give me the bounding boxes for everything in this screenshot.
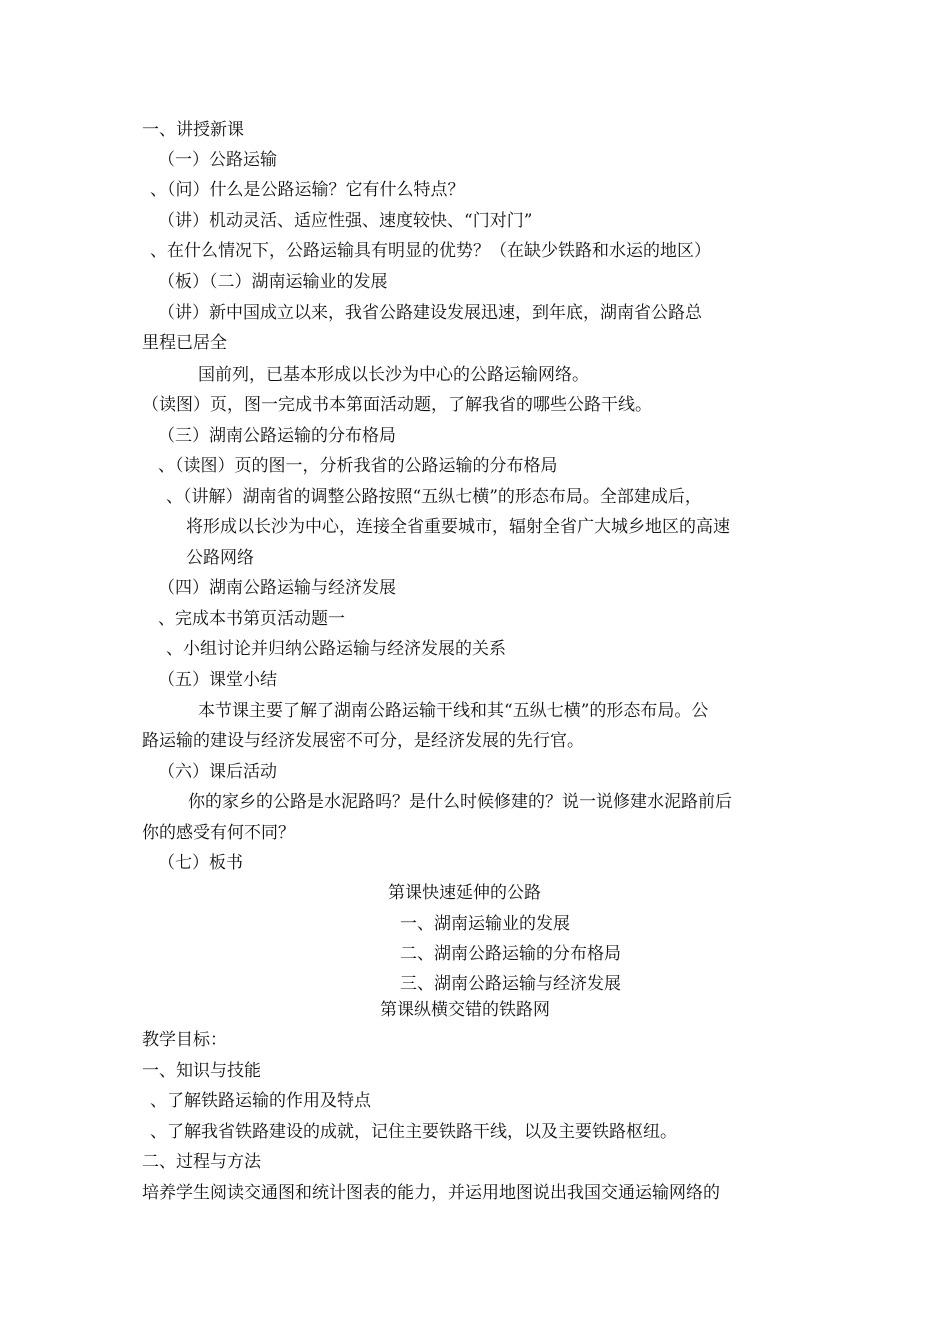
board-item-2: 二、湖南公路运输的分布格局 — [400, 944, 621, 964]
subheading-distribution: （三）湖南公路运输的分布格局 — [158, 426, 396, 446]
goals-heading: 教学目标： — [142, 1030, 227, 1050]
goal-process-heading: 二、过程与方法 — [142, 1152, 261, 1172]
subheading-board: （七）板书 — [158, 853, 243, 873]
question-line-2: 、在什么情况下，公路运输具有明显的优势？（在缺少铁路和水运的地区） — [150, 241, 711, 261]
subheading-road-transport: （一）公路运输 — [158, 150, 277, 170]
read-map-line-2: 、（读图）页的图一，分析我省的公路运输的分布格局 — [158, 456, 558, 476]
after-class-line-1: 你的家乡的公路是水泥路吗？是什么时候修建的？说一说修建水泥路前后 — [188, 792, 732, 812]
goal-process-line: 培养学生阅读交通图和统计图表的能力，并运用地图说出我国交通运输网络的 — [142, 1183, 720, 1203]
section-heading-teach: 一、讲授新课 — [142, 120, 244, 140]
board-item-1: 一、湖南运输业的发展 — [400, 914, 570, 934]
explain-line: （讲）机动灵活、适应性强、速度较快、“门对门” — [158, 211, 533, 231]
lesson-title: 第课纵横交错的铁路网 — [380, 1000, 550, 1020]
activity-line: 、完成本书第页活动题一 — [158, 609, 345, 629]
question-line: 、（问）什么是公路运输？它有什么特点？ — [150, 180, 465, 200]
subheading-after-class: （六）课后活动 — [158, 762, 277, 782]
board-title: 第课快速延伸的公路 — [388, 883, 541, 903]
board-item-3: 三、湖南公路运输与经济发展 — [400, 974, 621, 994]
explain-paragraph-line-3: 国前列，已基本形成以长沙为中心的公路运输网络。 — [198, 365, 589, 385]
explain-paragraph-line-2: 里程已居全 — [142, 333, 227, 353]
summary-line-2: 路运输的建设与经济发展密不可分，是经济发展的先行官。 — [142, 731, 584, 751]
goal-knowledge-heading: 一、知识与技能 — [142, 1061, 261, 1081]
board-heading: （板）（二）湖南运输业的发展 — [158, 272, 388, 292]
goal-item-2: 、了解我省铁路建设的成就，记住主要铁路干线，以及主要铁路枢纽。 — [150, 1122, 677, 1142]
explain-layout-line-1: 、（讲解）湖南省的调整公路按照“五纵七横”的形态布局。全部建成后， — [166, 487, 702, 507]
discussion-line: 、小组讨论并归纳公路运输与经济发展的关系 — [166, 639, 506, 659]
summary-line-1: 本节课主要了解了湖南公路运输干线和其“五纵七横”的形态布局。公 — [198, 701, 709, 721]
explain-layout-line-3: 公路网络 — [186, 548, 254, 568]
subheading-summary: （五）课堂小结 — [158, 670, 277, 690]
explain-paragraph-line-1: （讲）新中国成立以来，我省公路建设发展迅速，到年底，湖南省公路总 — [158, 303, 702, 323]
explain-layout-line-2: 将形成以长沙为中心，连接全省重要城市，辐射全省广大城乡地区的高速 — [186, 517, 730, 537]
goal-item-1: 、了解铁路运输的作用及特点 — [150, 1091, 371, 1111]
read-map-line: （读图）页，图一完成书本第面活动题，了解我省的哪些公路干线。 — [142, 395, 652, 415]
subheading-economy: （四）湖南公路运输与经济发展 — [158, 578, 396, 598]
after-class-line-2: 你的感受有何不同？ — [142, 823, 295, 843]
